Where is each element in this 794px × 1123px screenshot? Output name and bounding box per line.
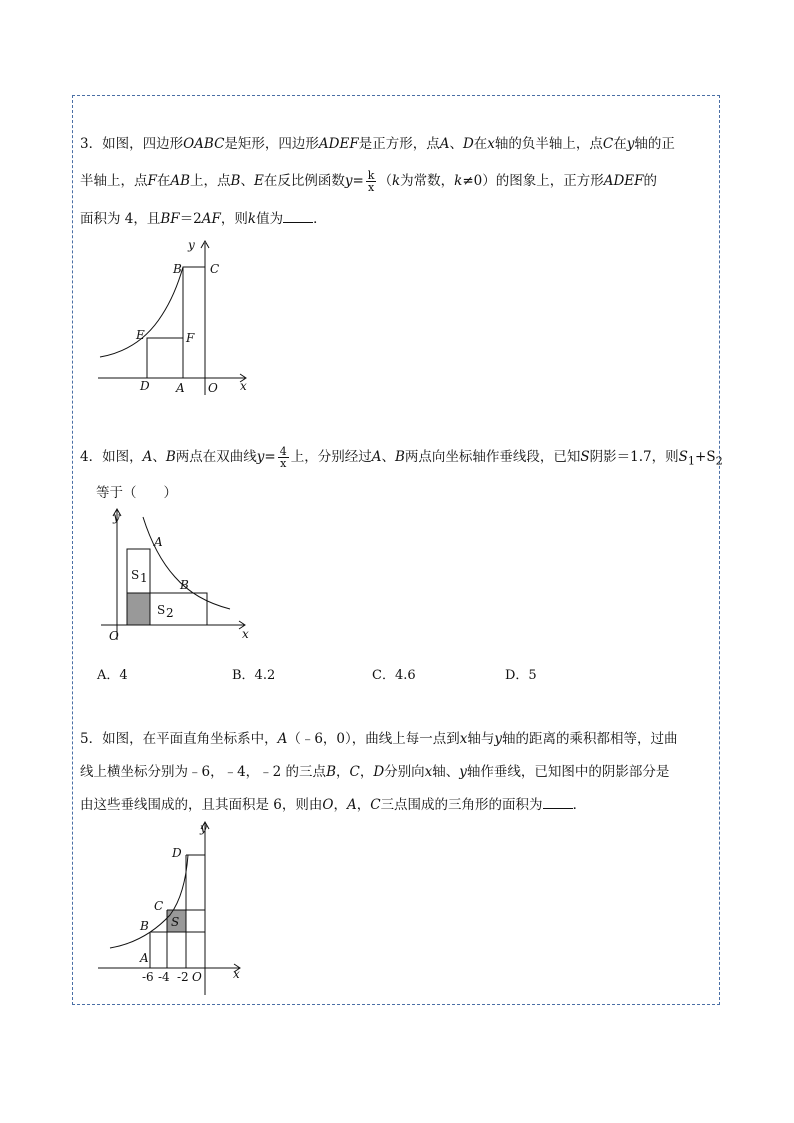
q5-label-y: y xyxy=(200,821,207,835)
q3-label-x: x xyxy=(240,379,247,393)
q5-curve xyxy=(110,855,188,948)
q5-figure xyxy=(90,820,255,1000)
q3-label-E: E xyxy=(136,328,145,342)
q5-line-2: 线上横坐标分别为﹣6，﹣4，﹣2 的三点B，C，D分别向x轴、y轴作垂线，已知图中的阴影部分是 xyxy=(80,764,670,780)
q4-line-1: 4．如图，A、B两点在双曲线y= $\frac{4}{x}$ 上，分别经过A、B两点向坐标轴作垂线段，已知S阴影＝1.7，则$S_1+S_2$ xyxy=(80,445,723,470)
q5-label-S: S xyxy=(171,915,180,929)
q3-label-A: A xyxy=(176,381,185,395)
q4-line-2: 等于（ ） xyxy=(96,485,177,501)
q5-tick-neg2: -2 xyxy=(177,970,189,984)
q4-label-O: O xyxy=(109,629,119,643)
q4-figure xyxy=(95,505,260,645)
q4-choice-c[interactable]: C．4.6 xyxy=(372,668,416,683)
q3-answer-blank xyxy=(283,210,313,223)
q3-label-y: y xyxy=(188,238,195,252)
q4-label-S1-sub: 1 xyxy=(140,571,148,585)
q4-label-A: A xyxy=(154,535,163,549)
q3-line-1: 3．如图，四边形OABC是矩形，四边形ADEF是正方形，点A、D在x轴的负半轴上，点C在y轴的正 xyxy=(80,136,675,152)
q4-label-B: B xyxy=(180,578,189,592)
q5-answer-blank xyxy=(543,796,573,809)
q3-curve xyxy=(100,267,183,357)
q5-tick-neg4: -4 xyxy=(158,970,170,984)
q5-label-x: x xyxy=(233,967,240,981)
q3-fraction: $\frac{k}{x}$ xyxy=(367,169,375,194)
q4-choice-a[interactable]: A．4 xyxy=(97,668,128,683)
q3-square-adef xyxy=(147,338,183,378)
q4-hyperbola xyxy=(143,517,230,609)
q4-choice-d[interactable]: D．5 xyxy=(505,668,537,683)
q4-shaded-region xyxy=(127,593,150,625)
q5-line-3: 由这些垂线围成的，且其面积是 6，则由O，A，C三点围成的三角形的面积为 ． xyxy=(80,797,587,813)
q5-label-B: B xyxy=(140,919,149,933)
q4-fraction: $\frac{4}{x}$ xyxy=(279,445,287,470)
q3-figure xyxy=(90,235,260,400)
q4-label-S2: S xyxy=(157,603,166,617)
q4-label-x: x xyxy=(242,627,249,641)
q3-rect-oabc xyxy=(183,267,205,378)
q3-label-D: D xyxy=(140,379,150,393)
q5-label-D: D xyxy=(172,846,182,860)
q4-label-y: y xyxy=(113,510,120,524)
q3-label-F: F xyxy=(186,331,195,345)
q5-line-1: 5．如图，在平面直角坐标系中，A（﹣6，0），曲线上每一点到x轴与y轴的距离的乘积都相等，过曲 xyxy=(80,731,678,747)
q4-label-S1: S xyxy=(131,568,140,582)
q3-label-B: B xyxy=(173,262,182,276)
q5-label-O: O xyxy=(192,970,202,984)
q5-label-C: C xyxy=(154,899,164,913)
q3-label-C: C xyxy=(210,262,220,276)
q3-label-O: O xyxy=(208,381,218,395)
q5-tick-neg6: -6 xyxy=(142,970,154,984)
q3-line-2: 半轴上，点F在AB上，点B、E在反比例函数y= $\frac{k}{x}$ （k为常数，k≠0）的图象上，正方形ADEF的 xyxy=(80,169,658,194)
q4-choice-b[interactable]: B．4.2 xyxy=(232,668,276,683)
q4-label-S2-sub: 2 xyxy=(166,606,174,620)
q5-label-A: A xyxy=(140,951,149,965)
q3-line-3: 面积为 4，且BF＝2AF，则k值为 ． xyxy=(80,211,327,227)
